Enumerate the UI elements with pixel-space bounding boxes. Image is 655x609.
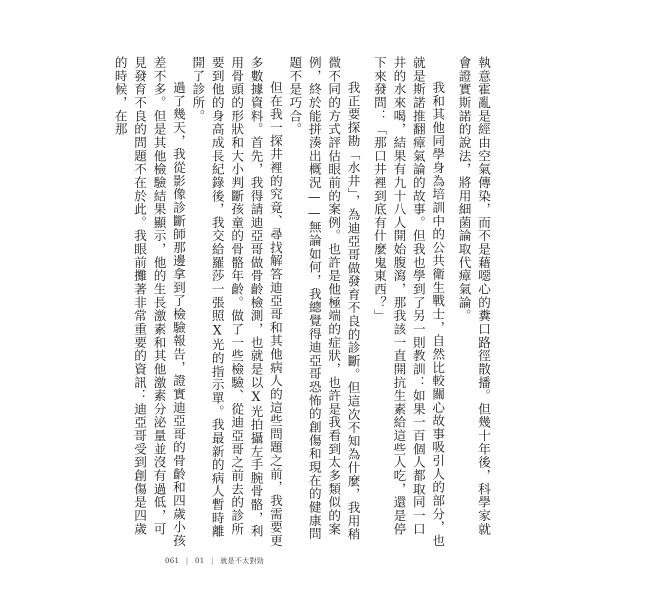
- page-number: 061: [165, 557, 180, 565]
- chapter-number: 01: [195, 557, 205, 565]
- paragraph: 過了幾天，我從影像診斷師那邊拿到了檢驗報告，證實迪亞哥的骨齡和四歲小孩差不多。但是其他檢驗結果顯示，他的生長激素和其他激素分泌量並沒有過低，可見發育不良的問題不在於此。我眼前攤著非常重要的資訊：迪亞哥受到創傷是四歲的時候，在那: [112, 56, 186, 548]
- chapter-title: 就是不太對勁: [220, 557, 265, 565]
- paragraph: 我和其他同學身為培訓中的公共衛生戰士，自然比較關心故事吸引人的部分，也就是斯諾推翻瘴氣論的故事。但我也學到了另一則教訓：如果一百個人都取同一口井的水來喝，結果有九十八人開始腹瀉，那我該一直開抗生素給這些人吃，還是停下來發問：「那口井裡到底有什麼鬼東西？」: [371, 56, 446, 548]
- page-footer: [165, 556, 264, 566]
- separator: |: [185, 557, 189, 565]
- separator: |: [211, 557, 214, 565]
- body-text: [112, 56, 500, 548]
- paragraph: 執意霍亂是經由空氣傳染，而不是藉噁心的糞口路徑散播。但幾十年後，科學家就會證實斯諾的說法，將用細菌論取代瘴氣論。: [456, 56, 491, 536]
- paragraph: 但在我一探井裡的究竟、尋找解答迪亞哥和其他病人的這些問題之前，我需要更多數據資料。首先，我得請迪亞哥做骨齡檢測，也就是以X光拍攝左手腕骨骼，利用骨頭的形狀和大小判斷孩童的骨骼年齡。做了一些檢驗、從迪亞哥之前去的診所要到他的身高成長紀錄後，我交給羅莎一張照X光的指示單。我最新的病人暫時離開了診所。: [190, 56, 283, 548]
- paragraph: 我正要探勘「水井」，為迪亞哥做發育不良的診斷。但這次不知為什麼，我用稍微不同的方式評估眼前的案例。也許是他極端的症狀，也許是我看到太多類似的案例，終於能拼湊出概況——無論如何，我總覺得迪亞哥恐怖的創傷和現在的健康問題不是巧合。: [287, 56, 361, 542]
